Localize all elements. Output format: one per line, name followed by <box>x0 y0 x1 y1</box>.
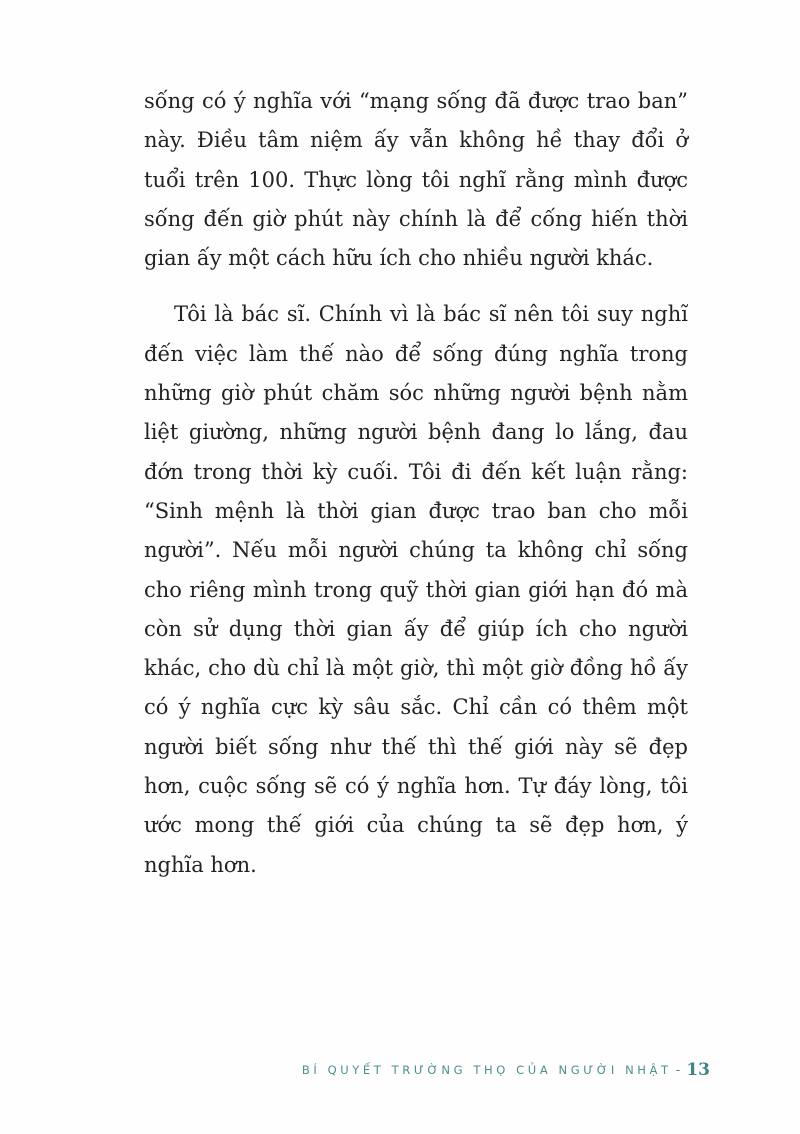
page-footer <box>270 1055 710 1085</box>
body-text <box>144 82 688 885</box>
paragraph-doctor-reflection: Tôi là bác sĩ. Chính vì là bác sĩ nên tôi suy nghĩ đến việc làm thế nào để sống đúng nghĩa trong những giờ phút chăm sóc những người bệnh nằm liệt giường, những người bệnh đang lo lắng, đau đớn trong thời kỳ cuối. Tôi đi đến kết luận rằng: “Sinh mệnh là thời gian được trao ban cho mỗi người”. Nếu mỗi người chúng ta không chỉ sống cho riêng mình trong quỹ thời gian giới hạn đó mà còn sử dụng thời gian ấy để giúp ích cho người khác, cho dù chỉ là một giờ, thì một giờ đồng hồ ấy có ý nghĩa cực kỳ sâu sắc. Chỉ cần có thêm một người biết sống như thế thì thế giới này sẽ đẹp hơn, cuộc sống sẽ có ý nghĩa hơn. Tự đáy lòng, tôi ước mong thế giới của chúng ta sẽ đẹp hơn, ý nghĩa hơn. <box>144 302 688 877</box>
running-title: BÍ QUYẾT TRƯỜNG THỌ CỦA NGƯỜI NHẬT <box>301 1063 672 1077</box>
footer-separator: - <box>675 1062 681 1078</box>
paragraph-continued: sống có ý nghĩa với “mạng sống đã được trao ban” này. Điều tâm niệm ấy vẫn không hề thay đổi ở tuổi trên 100. Thực lòng tôi nghĩ rằng mình được sống đến giờ phút này chính là để cống hiến thời gian ấy một cách hữu ích cho nhiều người khác. <box>144 89 688 271</box>
page-number: 13 <box>686 1060 710 1080</box>
